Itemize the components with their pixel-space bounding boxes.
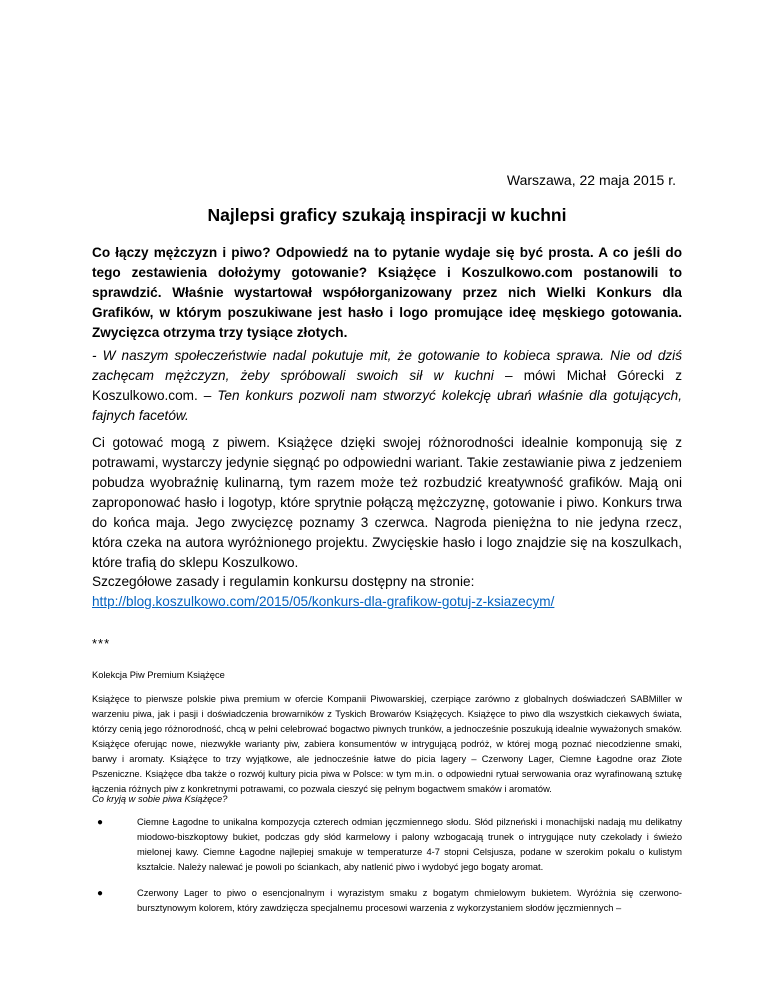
rules-paragraph [92, 572, 682, 612]
collection-title: Kolekcja Piw Premium Książęce [92, 670, 225, 680]
list-item-text: Ciemne Łagodne to unikalna kompozycja czterech odmian jęczmiennego słodu. Słód pilzneński i monachijski nadają mu delikatny miodowo-biszkoptowy bukiet, podczas gdy słód karmelowy i palony wzbogacają trunek o intrygujące nuty czekolady i świeżo mielonej kawy. Ciemne Łagodne najlepiej smakuje w temperaturze 4-7 stopni Celsjusza, podane w szerokim pokalu o kulistym kształcie. Należy nalewać je powoli po ściankach, aby natlenić piwo i wydobyć jego bogaty aromat. [137, 817, 682, 872]
dateline: Warszawa, 22 maja 2015 r. [506, 172, 676, 188]
bullet-icon: ● [97, 888, 104, 899]
list-item-text: Czerwony Lager to piwo o esencjonalnym i wyrazistym smaku z bogatym chmielowym bukietem. Wyróżnia się czerwono-bursztynowym kolorem, który zawdzięcza specjalnemu procesowi warzenia z wykorzystaniem słodów jęczmiennych – [137, 888, 682, 913]
quote-part-1: - W naszym społeczeństwie nadal pokutuje mit, że gotowanie to kobieca sprawa. Nie od dziś zachęcam mężczyzn, żeby spróbowali swoich sił w kuchni [92, 348, 682, 383]
collection-body: Książęce to pierwsze polskie piwa premium w ofercie Kompanii Piwowarskiej, czerpiące zarówno z globalnych doświadczeń SABMiller w warzeniu piwa, jak i pasji i doświadczenia browarników z Tyskich Browarów Książęcych. Książęce to piwo dla wszystkich ciekawych świata, którzy cenią jego różnorodność, chcą w pełni celebrować bogactwo piwnych trunków, a jednocześnie poszukują idealnie wyważonych smaków. Książęce oferując nowe, niezwykłe warianty piw, zabiera konsumentów w intrygującą podróż, w której mogą poznać niecodzienne smaki, barwy i aromaty. Książęce to trzy wyjątkowe, ale jednocześnie łatwe do picia lagery – Czerwony Lager, Ciemne Łagodne oraz Złote Pszeniczne. Książęce dba także o rozwój kultury picia piwa w Polsce: w tym m.in. o odpowiedni rytuał serwowania oraz wyrafinowaną sztukę łączenia różnych piw z konkretnymi potrawami, co pozwala cieszyć się pełnym bogactwem smaków i aromatów. [92, 694, 682, 794]
beer-list [92, 815, 682, 927]
list-item [92, 815, 682, 875]
body-paragraph: Ci gotować mogą z piwem. Książęce dzięki swojej różnorodności idealnie komponują się z potrawami, wystarczy jedynie sięgnąć po odpowiedni wariant. Takie zestawianie piwa z jedzeniem pobudza wyobraźnię kulinarną, tym razem może też rozbudzić kreatywność grafików. Mają oni zaproponować hasło i logotyp, które sprytnie połączą mężczyznę, gotowanie i piwo. Konkurs trwa do końca maja. Jego zwycięzcę poznamy 3 czerwca. Nagroda pieniężna to nie jedyna rzecz, która czeka na autora wyróżnionego projektu. Zwycięskie hasło i logo znajdzie się na koszulkach, które trafią do sklepu Koszulkowo. [92, 435, 682, 570]
rules-link[interactable]: http://blog.koszulkowo.com/2015/05/konkurs-dla-grafikow-gotuj-z-ksiazecym/ [92, 594, 555, 609]
quote-attribution: – mówi Michał Górecki z Koszulkowo.com. – [92, 368, 683, 403]
list-item [92, 886, 682, 916]
quote-paragraph [92, 346, 682, 426]
quote-part-2: Ten konkurs pozwoli nam stworzyć kolekcję ubrań właśnie dla gotujących, fajnych facetów. [92, 388, 682, 423]
section-separator: *** [92, 636, 111, 651]
press-release-title: Najlepsi graficy szukają inspiracji w kuchni [207, 205, 567, 225]
bullet-icon: ● [97, 817, 104, 828]
lead-paragraph: Co łączy mężczyzn i piwo? Odpowiedź na to pytanie wydaje się być prosta. A co jeśli do tego zestawienia dołożymy gotowanie? Książęce i Koszulkowo.com postanowili to sprawdzić. Właśnie wystartował współorganizowany przez nich Wielki Konkurs dla Grafików, w którym poszukiwane jest hasło i logo promujące ideę męskiego gotowania. Zwycięzca otrzyma trzy tysiące złotych. [92, 245, 682, 340]
rules-text: Szczegółowe zasady i regulamin konkursu dostępny na stronie: [92, 574, 475, 589]
collection-question: Co kryją w sobie piwa Książęce? [92, 794, 228, 804]
